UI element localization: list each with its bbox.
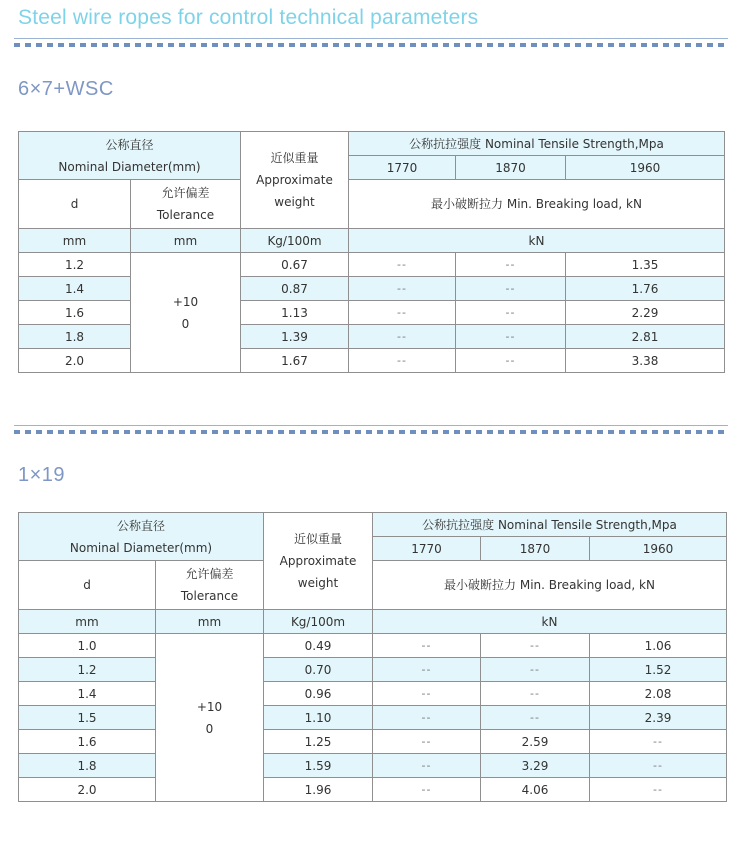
unit-tolerance: mm: [156, 610, 264, 634]
cell-1960: 1.06: [590, 634, 727, 658]
section-title-1x19: 1×19: [18, 464, 66, 486]
cell-tolerance: +10 0: [131, 253, 241, 373]
header-d: d: [19, 561, 156, 610]
cell-weight: 1.67: [241, 349, 349, 373]
table-row: [19, 730, 727, 754]
cell-1960: 1.52: [590, 658, 727, 682]
table-row: [19, 682, 727, 706]
cell-1770: --: [373, 754, 481, 778]
cell-d: 1.0: [19, 634, 156, 658]
cell-tolerance: +10 0: [156, 634, 264, 802]
cell-1960: 1.76: [566, 277, 725, 301]
separator-dots: [14, 43, 728, 47]
cell-weight: 0.67: [241, 253, 349, 277]
section-separator: [14, 425, 728, 434]
cell-1770: --: [373, 706, 481, 730]
cell-weight: 0.87: [241, 277, 349, 301]
cell-1960: 2.39: [590, 706, 727, 730]
cell-1770: --: [373, 634, 481, 658]
spec-table-1x19: [18, 512, 727, 802]
cell-1870: --: [456, 349, 566, 373]
unit-weight: Kg/100m: [241, 229, 349, 253]
cell-1960: 2.29: [566, 301, 725, 325]
header-grade-1870: 1870: [481, 537, 590, 561]
table-row: [19, 253, 725, 277]
cell-1960: --: [590, 754, 727, 778]
cell-1870: --: [481, 634, 590, 658]
header-breaking-load: 最小破断拉力 Min. Breaking load, kN: [373, 561, 727, 610]
header-approx-weight: 近似重量 Approximate weight: [241, 132, 349, 229]
header-breaking-load: 最小破断拉力 Min. Breaking load, kN: [349, 180, 725, 229]
cell-1770: --: [349, 253, 456, 277]
cell-1770: --: [349, 325, 456, 349]
header-grade-1960: 1960: [566, 156, 725, 180]
cell-weight: 0.96: [264, 682, 373, 706]
cell-1960: 2.81: [566, 325, 725, 349]
cell-1770: --: [349, 349, 456, 373]
cell-1770: --: [349, 277, 456, 301]
spec-table-6x7-wsc: [18, 131, 725, 373]
cell-d: 2.0: [19, 778, 156, 802]
cell-d: 1.6: [19, 301, 131, 325]
separator-line: [14, 425, 728, 426]
table-row: [19, 634, 727, 658]
cell-weight: 1.59: [264, 754, 373, 778]
table-row: [19, 301, 725, 325]
table-row: [19, 754, 727, 778]
header-tolerance: 允许偏差 Tolerance: [156, 561, 264, 610]
cell-1960: --: [590, 730, 727, 754]
cell-weight: 1.10: [264, 706, 373, 730]
cell-d: 1.8: [19, 325, 131, 349]
cell-weight: 1.39: [241, 325, 349, 349]
header-tensile-strength: 公称抗拉强度 Nominal Tensile Strength,Mpa: [349, 132, 725, 156]
header-grade-1960: 1960: [590, 537, 727, 561]
cell-weight: 1.25: [264, 730, 373, 754]
cell-d: 2.0: [19, 349, 131, 373]
section-title-6x7-wsc: 6×7+WSC: [18, 78, 114, 100]
cell-1960: --: [590, 778, 727, 802]
header-nominal-diameter: 公称直径 Nominal Diameter(mm): [19, 513, 264, 561]
unit-d: mm: [19, 229, 131, 253]
header-d: d: [19, 180, 131, 229]
cell-1870: --: [481, 658, 590, 682]
cell-weight: 0.70: [264, 658, 373, 682]
cell-1870: 2.59: [481, 730, 590, 754]
cell-d: 1.4: [19, 682, 156, 706]
separator-line: [14, 38, 728, 39]
table-row: [19, 658, 727, 682]
unit-load: kN: [349, 229, 725, 253]
cell-1870: --: [481, 706, 590, 730]
cell-1770: --: [373, 658, 481, 682]
cell-1960: 3.38: [566, 349, 725, 373]
unit-load: kN: [373, 610, 727, 634]
cell-d: 1.2: [19, 658, 156, 682]
cell-d: 1.5: [19, 706, 156, 730]
header-tensile-strength: 公称抗拉强度 Nominal Tensile Strength,Mpa: [373, 513, 727, 537]
table-row: [19, 349, 725, 373]
cell-d: 1.8: [19, 754, 156, 778]
header-grade-1870: 1870: [456, 156, 566, 180]
table-row: [19, 277, 725, 301]
cell-1770: --: [373, 778, 481, 802]
separator-dots: [14, 430, 728, 434]
section-separator: [14, 38, 728, 47]
header-tolerance: 允许偏差 Tolerance: [131, 180, 241, 229]
table-row: [19, 778, 727, 802]
page-title: Steel wire ropes for control technical parameters: [18, 6, 479, 29]
cell-1870: --: [481, 682, 590, 706]
cell-d: 1.6: [19, 730, 156, 754]
cell-1870: --: [456, 253, 566, 277]
cell-weight: 1.13: [241, 301, 349, 325]
unit-weight: Kg/100m: [264, 610, 373, 634]
cell-1770: --: [373, 682, 481, 706]
cell-weight: 1.96: [264, 778, 373, 802]
table-row: [19, 325, 725, 349]
cell-1870: --: [456, 301, 566, 325]
cell-1870: --: [456, 277, 566, 301]
cell-1770: --: [349, 301, 456, 325]
header-grade-1770: 1770: [373, 537, 481, 561]
cell-d: 1.2: [19, 253, 131, 277]
table-row: [19, 706, 727, 730]
cell-1960: 2.08: [590, 682, 727, 706]
unit-d: mm: [19, 610, 156, 634]
unit-tolerance: mm: [131, 229, 241, 253]
cell-1870: --: [456, 325, 566, 349]
header-nominal-diameter: 公称直径 Nominal Diameter(mm): [19, 132, 241, 180]
cell-1870: 4.06: [481, 778, 590, 802]
cell-weight: 0.49: [264, 634, 373, 658]
cell-1960: 1.35: [566, 253, 725, 277]
cell-d: 1.4: [19, 277, 131, 301]
cell-1870: 3.29: [481, 754, 590, 778]
header-grade-1770: 1770: [349, 156, 456, 180]
header-approx-weight: 近似重量 Approximate weight: [264, 513, 373, 610]
cell-1770: --: [373, 730, 481, 754]
